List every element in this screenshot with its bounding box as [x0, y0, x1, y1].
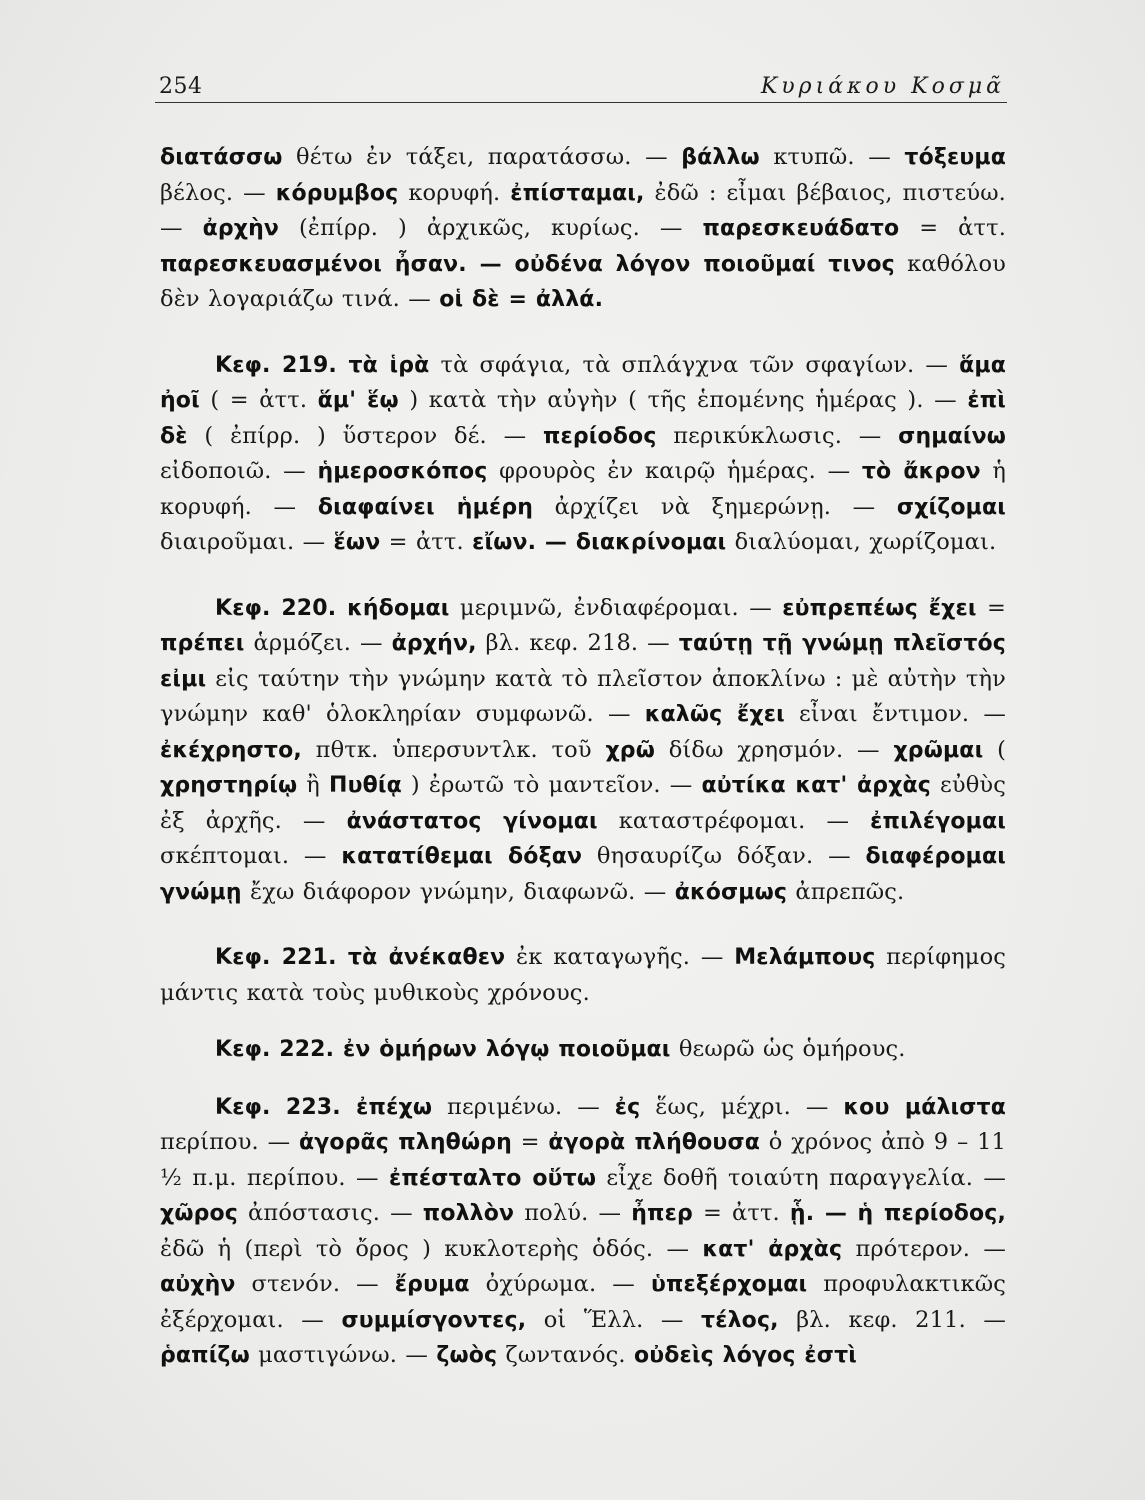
gloss-text: κορυφή.: [398, 179, 511, 206]
gloss-text: περίπου. —: [160, 1129, 299, 1155]
headword: χρῶ: [605, 737, 655, 763]
headword: αὐτίκα κατ' ἀρχὰς: [701, 773, 931, 798]
gloss-text: ( ἐπίρρ. ) ὕστερον δέ. —: [187, 422, 543, 449]
gloss-text: μαστιγώνω. —: [249, 1342, 437, 1368]
headword: ἅμ' ἕῳ: [317, 388, 399, 413]
paragraph-intro: [160, 140, 1006, 318]
page-header: [155, 70, 1007, 103]
headword: ἅμα ἠοῖ: [160, 352, 1006, 413]
headword: πρέπει: [160, 631, 245, 656]
gloss-text: ) κατὰ τὴν αὐγὴν ( τῆς ἑπομένης ἡμέρας ). —: [398, 387, 968, 413]
commentary-body: [160, 140, 1006, 1404]
headword: ἀγορὰ πλήθουσα: [548, 1130, 760, 1155]
headword: οὐδεὶς λόγος ἐστὶ: [634, 1343, 857, 1368]
headword: περίοδος: [542, 423, 657, 449]
gloss-text: τὰ σφάγια, τὰ σπλάγχνα τῶν σφαγίων. —: [429, 351, 960, 378]
headword: κου μάλιστα: [843, 1094, 1006, 1120]
gloss-text: = ἀττ.: [380, 529, 473, 555]
gloss-text: (: [983, 736, 1006, 763]
gloss-text: ἀπόστασις. —: [237, 1200, 423, 1226]
gloss-text: οἱ Ἕλλ. —: [526, 1306, 702, 1333]
gloss-text: βέλος. —: [160, 179, 276, 206]
gloss-text: =: [511, 1129, 549, 1155]
gloss-text: = ἀττ.: [692, 1200, 790, 1226]
headword: βάλλω: [681, 145, 760, 170]
headword: ὑπεξέρχομαι: [650, 1272, 808, 1297]
gloss-text: ἀρχίζει νὰ ξημερώνῃ. —: [533, 493, 897, 520]
headword: κατ' ἀρχὰς: [702, 1236, 843, 1262]
headword: αὐχὴν: [160, 1272, 236, 1297]
headword: ἐκέχρηστο,: [160, 737, 302, 763]
headword: εἴων. — διακρίνομαι: [472, 530, 727, 555]
headword: ἦπερ: [631, 1201, 693, 1226]
headword: ἔρυμα: [394, 1272, 470, 1297]
gloss-text: μεριμνῶ, ἐνδιαφέρομαι. —: [449, 594, 783, 621]
headword: ζωὸς: [436, 1343, 498, 1368]
paragraph-chapter-223: [160, 1090, 1006, 1374]
gloss-text: (ἐπίρρ. ) ἀρχικῶς, κυρίως. —: [279, 215, 703, 241]
paragraph-chapter-219: [160, 348, 1006, 561]
headword: ἐπίσταμαι,: [510, 180, 645, 206]
headword: κατατίθεμαι δόξαν: [341, 844, 583, 869]
headword: διαφέρομαι γνώμῃ: [160, 844, 1006, 905]
gloss-text: = ἀττ.: [899, 215, 1006, 241]
gloss-text: ἀπρεπῶς.: [787, 878, 905, 905]
headword: Κεφ. 223. ἐπέχω: [215, 1094, 433, 1120]
gloss-text: ζωντανός.: [497, 1342, 635, 1368]
headword: τέλος,: [701, 1307, 779, 1333]
headword: κόρυμβος: [275, 180, 399, 206]
headword: ἀκόσμως: [674, 879, 788, 905]
headword: χῶρος: [160, 1201, 238, 1226]
gloss-text: ἐδῶ ἡ (περὶ τὸ ὄρος ) κυκλοτερὴς ὁδός. —: [160, 1235, 703, 1262]
gloss-text: περιμένω. —: [432, 1093, 615, 1120]
gloss-text: διαλύομαι, χωρίζομαι.: [726, 529, 997, 555]
gloss-text: πρότερον. —: [842, 1235, 1007, 1262]
gloss-text: ) ἐρωτῶ τὸ μαντεῖον. —: [401, 772, 702, 798]
gloss-text: ( = ἀττ.: [199, 387, 318, 413]
headword: Κεφ. 219. τὰ ἱρὰ: [215, 352, 430, 378]
gloss-text: εἶναι ἔντιμον. —: [784, 701, 1007, 727]
gloss-text: καθόλου δὲν λογαριάζω τινά. —: [160, 250, 1006, 312]
paragraph-chapter-221: [160, 940, 1006, 1010]
gloss-text: περικύκλωσις. —: [656, 422, 899, 449]
gloss-text: βλ. κεφ. 218. —: [476, 630, 679, 656]
headword: Κεφ. 222. ἐν ὁμήρων λόγῳ ποιοῦμαι: [215, 1037, 671, 1062]
headword: ἀγορᾶς πληθώρη: [298, 1130, 512, 1155]
headword: ἡμεροσκόπος: [317, 459, 488, 484]
gloss-text: πολύ. —: [514, 1200, 632, 1226]
page-number: 254: [159, 74, 203, 99]
headword: εὐπρεπέως ἔχει: [782, 595, 977, 621]
headword: οἱ δὲ = ἀλλά.: [439, 287, 604, 312]
headword: τόξευμα: [904, 145, 1006, 170]
headword: χρῶμαι: [893, 737, 984, 763]
gloss-text: ἡ κορυφή. —: [160, 458, 1006, 520]
gloss-text: εἰς ταύτην τὴν γνώμην κατὰ τὸ πλεῖστον ἀποκλίνω : μὲ αὐτὴν τὴν γνώμην καθ' ὁλοκληρίαν συμφωνῶ. —: [160, 665, 1006, 727]
headword: παρεσκευασμένοι ἦσαν. — οὐδένα λόγον ποιοῦμαί τινος: [160, 251, 895, 277]
gloss-text: εἰδοποιῶ. —: [160, 458, 318, 484]
gloss-text: ὁ χρόνος ἀπὸ 9 – 11 ½ π.μ. περίπου. —: [160, 1129, 1007, 1191]
gloss-text: φρουρὸς ἐν καιρῷ ἡμέρας. —: [487, 458, 862, 484]
headword: ταύτῃ τῇ γνώμῃ πλεῖστός εἰμι: [160, 631, 1006, 692]
gloss-text: ὀχύρωμα. —: [469, 1271, 651, 1297]
headword: σημαίνω: [898, 423, 1006, 449]
gloss-text: ἐδῶ : εἶμαι βέβαιος, πιστεύω. —: [160, 179, 1006, 241]
gloss-text: =: [976, 594, 1006, 621]
headword: Πυθίᾳ: [329, 773, 402, 798]
headword: ἀρχήν,: [391, 631, 477, 656]
gloss-text: ἔχω διάφορον γνώμην, διαφωνῶ. —: [241, 878, 675, 905]
gloss-text: θέτω ἐν τάξει, παρατάσσω. —: [282, 144, 682, 170]
headword: διαφαίνει ἡμέρη: [317, 494, 534, 520]
headword: τὸ ἄκρον: [861, 459, 981, 484]
headword: Μελάμπους: [734, 945, 876, 970]
paragraph-chapter-222: [160, 1032, 1006, 1068]
headword: ἀνάστατος γίνομαι: [346, 808, 598, 834]
gloss-text: πθτκ. ὑπερσυντλκ. τοῦ: [301, 736, 606, 763]
gloss-text: ἕως, μέχρι. —: [640, 1093, 844, 1120]
headword: πολλὸν: [422, 1201, 515, 1226]
gloss-text: δίδω χρησμόν. —: [654, 736, 894, 763]
headword: ἕων: [333, 530, 381, 555]
gloss-text: θεωρῶ ὡς ὁμήρους.: [670, 1036, 906, 1062]
headword: Κεφ. 221. τὰ ἀνέκαθεν: [215, 945, 506, 970]
headword: ἐπὶ δὲ: [160, 388, 1007, 449]
headword: ἐς: [614, 1094, 641, 1120]
headword: διατάσσω: [160, 145, 283, 170]
gloss-text: ἁρμόζει. —: [244, 630, 392, 656]
gloss-text: καταστρέφομαι. —: [597, 807, 871, 834]
headword: ῥαπίζω: [160, 1343, 250, 1368]
headword: ἀρχὴν: [202, 216, 280, 241]
headword: συμμίσγοντες,: [341, 1307, 527, 1333]
gloss-text: θησαυρίζω δόξαν. —: [582, 843, 866, 869]
headword: Κεφ. 220. κήδομαι: [215, 595, 450, 621]
headword: ἐπέσταλτο οὕτω: [388, 1165, 597, 1191]
gloss-text: εἶχε δοθῆ τοιαύτη παραγγελία. —: [596, 1164, 1006, 1191]
headword: παρεσκευάδατο: [702, 216, 900, 241]
gloss-text: ἢ: [297, 772, 330, 798]
paragraph-chapter-220: [160, 591, 1006, 911]
gloss-text: διαιροῦμαι. —: [160, 529, 334, 555]
gloss-text: στενόν. —: [235, 1271, 395, 1297]
gloss-text: περίφημος μάντις κατὰ τοὺς μυθικοὺς χρόνους.: [160, 944, 1007, 1006]
gloss-text: προφυλακτικῶς ἐξέρχομαι. —: [160, 1271, 1007, 1333]
gloss-text: ἐκ καταγωγῆς. —: [505, 944, 735, 970]
gloss-text: κτυπῶ. —: [759, 144, 905, 170]
headword: σχίζομαι: [896, 494, 1007, 520]
gloss-text: βλ. κεφ. 211. —: [778, 1306, 1006, 1333]
headword: ᾗ. — ἡ περίοδος,: [789, 1201, 1006, 1226]
headword: καλῶς ἔχει: [644, 702, 785, 727]
running-head: Κυριάκου Κοσμᾶ: [760, 74, 1005, 99]
gloss-text: σκέπτομαι. —: [160, 843, 342, 869]
headword: ἐπιλέγομαι: [870, 808, 1006, 834]
headword: χρηστηρίῳ: [160, 773, 298, 798]
gloss-text: εὐθὺς ἐξ ἀρχῆς. —: [160, 772, 1006, 834]
